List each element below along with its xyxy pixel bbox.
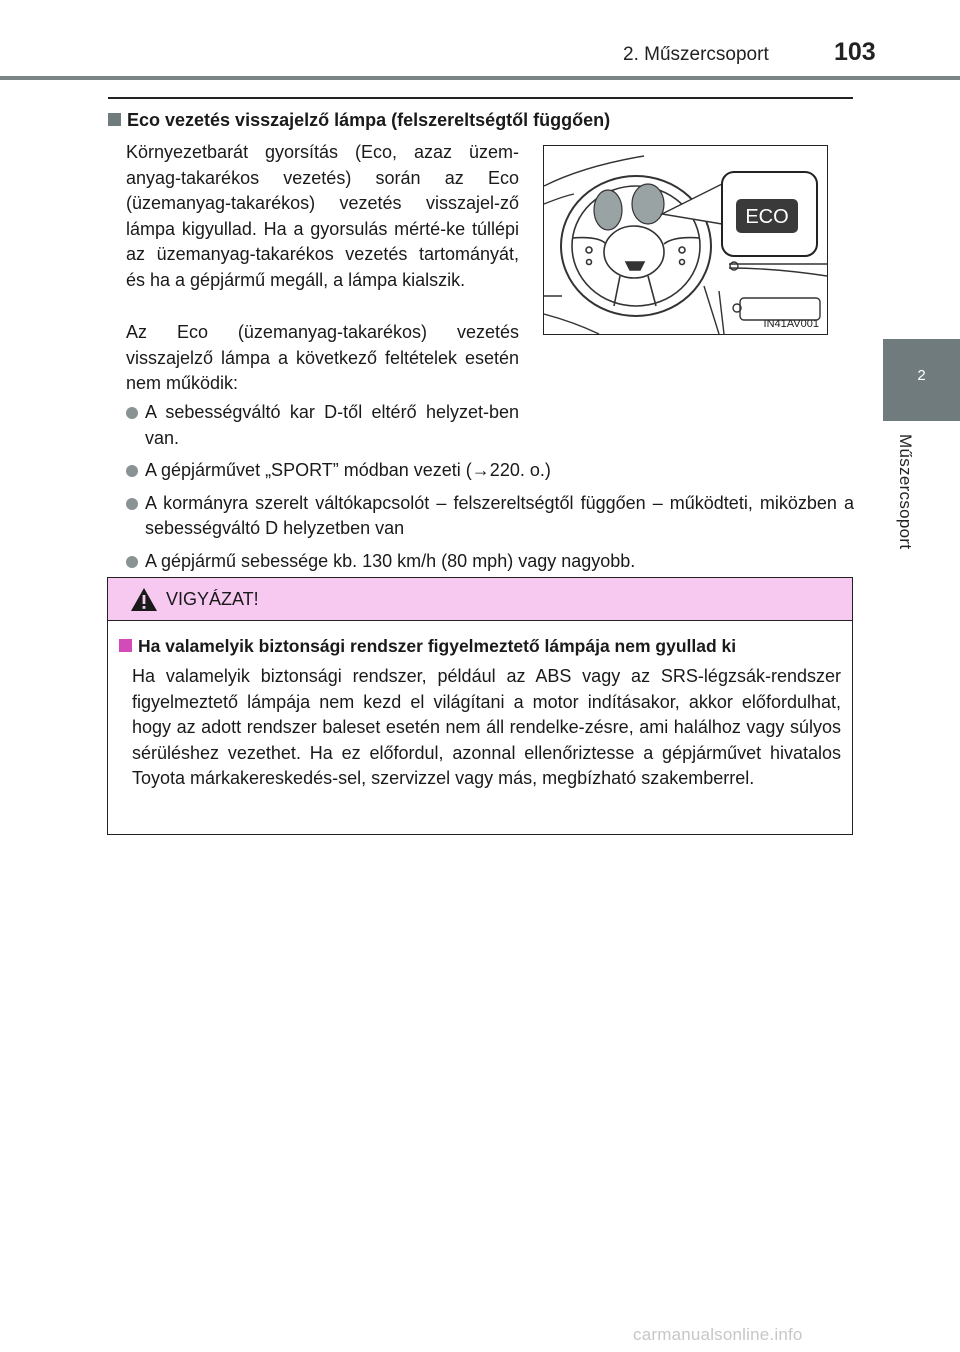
bullet-dot-icon [126, 498, 138, 510]
caution-header [108, 578, 852, 621]
figure-code: IN41AV001 [763, 318, 819, 330]
list-item: A gépjárművet „SPORT” módban vezeti (→220. o.) [126, 458, 854, 484]
caution-text: Ha valamelyik biztonsági rendszer, például az ABS vagy az SRS-légzsák-rendszer figyelmeztető lámpája nem kezd el világítani a motor indításakor, akkor előfordulhat, hogy az adott rendszer baleset esetén nem áll rendelke-zésre, ami halálhoz vagy súlyos sérüléshez vezethet. Ha ez előfordul, azonnal ellenőriztesse a gépjárművet hivatalos Toyota márkakereskedés-sel, szervizzel vagy más, megbízható szakemberrel. [132, 666, 841, 788]
chapter-tab-label: Műszercsoport [896, 434, 915, 550]
condition-list [126, 400, 854, 581]
running-header-section: 2. Műszercsoport [623, 44, 769, 65]
square-bullet-icon [119, 639, 132, 652]
paragraph-eco-description: Környezetbarát gyorsítás (Eco, azaz üzem-anyag-takarékos vezetés) során az Eco (üzemanyag-takarékos) vezetés visszajel-ző lámpa kigyullad. Ha a gyorsulás mérté-ke túllépi az üzemanyag-takarékos vezetés tartományát, és ha a gépjármű megáll, a lámpa kialszik. [126, 142, 519, 290]
caution-box [107, 577, 853, 835]
eco-indicator-label: ECO [745, 206, 789, 228]
bullet-dot-icon [126, 465, 138, 477]
list-item: A sebességváltó kar D-től eltérő helyzet-ben van. [126, 400, 519, 451]
section-heading-text: Eco vezetés visszajelző lámpa (felszereltségtől függően) [127, 110, 611, 130]
bullet-dot-icon [126, 407, 138, 419]
chapter-tab-number: 2 [917, 367, 926, 384]
square-bullet-icon [108, 113, 121, 126]
watermark: carmanualsonline.info [633, 1325, 803, 1344]
figure-eco-indicator [543, 145, 828, 335]
paragraph-eco-conditions: Az Eco (üzemanyag-takarékos) vezetés visszajelző lámpa a következő feltételek esetén nem működik: [126, 322, 519, 393]
warning-triangle-icon [130, 587, 158, 612]
list-item: A kormányra szerelt váltókapcsolót – felszereltségtől függően – működteti, miközben a sebességváltó D helyzetben van [126, 491, 854, 542]
steering-wheel-eco-illustration [544, 146, 827, 334]
caution-label: VIGYÁZAT! [166, 589, 259, 609]
list-item: A gépjármű sebessége kb. 130 km/h (80 mph) vagy nagyobb. [126, 549, 854, 575]
section-rule [108, 97, 853, 99]
page-number: 103 [834, 38, 876, 66]
caution-title: Ha valamelyik biztonsági rendszer figyelmeztető lámpája nem gyullad ki [119, 636, 736, 657]
section-heading [108, 110, 610, 131]
header-rule [0, 76, 960, 80]
bullet-dot-icon [126, 556, 138, 568]
chapter-tab [883, 339, 960, 421]
